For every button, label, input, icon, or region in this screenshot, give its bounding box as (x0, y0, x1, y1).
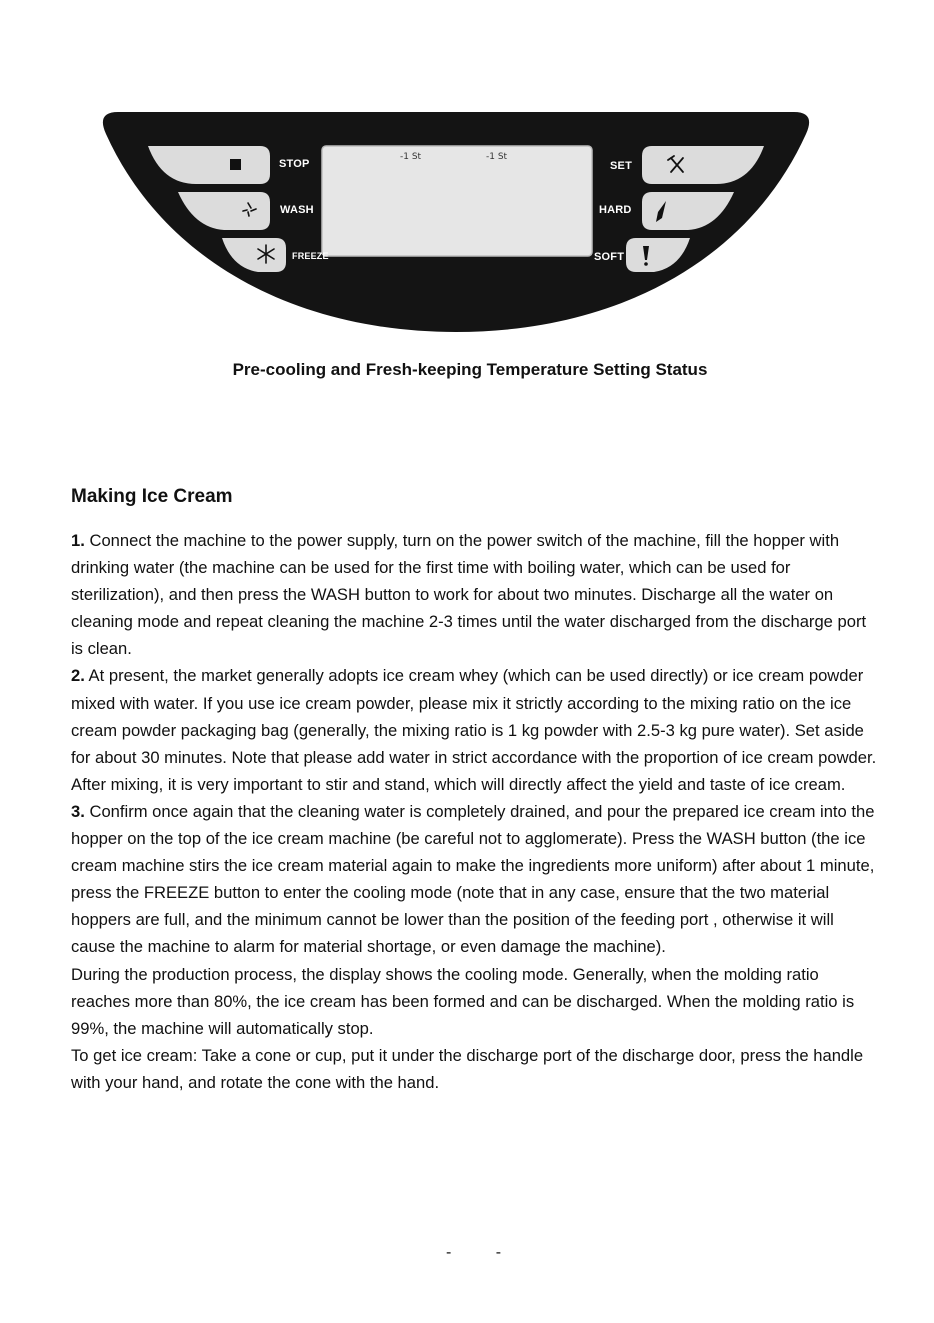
step-1 (71, 527, 881, 662)
control-panel-graphic (100, 108, 812, 336)
lcd-right-reading: -1 St (486, 152, 508, 162)
step-number: 2. (71, 666, 85, 686)
control-panel (100, 108, 812, 336)
paragraph-production: During the production process, the display shows the cooling mode. Generally, when the molding ratio reaches more than 80%, the ice cream has been formed and can be discharged. When the molding ratio is 99%, the machine will automatically stop. (71, 964, 855, 1038)
step-number: 1. (71, 531, 85, 550)
stop-square-icon (230, 159, 241, 170)
wash-label: WASH (280, 204, 314, 216)
step-text: At present, the market generally adopts ice cream whey (which can be used directly) or ice cream powder mixed with water. If you use ice cream powder, please mix it strictly according to the mixing ratio on the ice cream powder packaging bag (generally, the mixing ratio is 1 kg powder with 2.5-3 kg pure water). Set aside for about 30 minutes. Note that please add water in strict accordance with the proportion of ice cream powder. After mixing, it is very important to stir and stand, which will directly affect the yield and taste of ice cream. (71, 666, 877, 794)
page-number: - - (446, 1244, 522, 1261)
step-2 (71, 662, 881, 797)
section-title: Making Ice Cream (71, 486, 233, 507)
hard-label: HARD (599, 204, 632, 216)
set-label: SET (610, 160, 632, 172)
instructions-body (71, 527, 881, 1096)
lcd-left-reading: -1 St (400, 152, 422, 162)
paragraph-get-ice-cream: To get ice cream: Take a cone or cup, put it under the discharge port of the discharge door, press the handle with your hand, and rotate the cone with the hand. (71, 1045, 864, 1092)
step-text: Confirm once again that the cleaning water is completely drained, and pour the prepared ice cream into the hopper on the top of the ice cream machine (be careful not to agglomerate). Press the WASH button (the ice cream machine stirs the ice cream material again to make the ingredients more uniform) after about 1 minute, press the FREEZE button to enter the cooling mode (note that in any case, ensure that the two material hoppers are full, and the minimum cannot be lower than the position of the feeding port , otherwise it will cause the machine to alarm for material shortage, or even damage the machine). (71, 801, 875, 957)
figure-caption: Pre-cooling and Fresh-keeping Temperature Setting Status (232, 360, 708, 379)
freeze-label: FREEZE (292, 251, 329, 261)
stop-label: STOP (279, 158, 310, 170)
soft-label: SOFT (594, 251, 625, 263)
step-number: 3. (71, 801, 85, 821)
step-text: Connect the machine to the power supply, turn on the power switch of the machine, fill the hopper with drinking water (the machine can be used for the first time with boiling water, which can be used for sterilization), and then press the WASH button to work for about two minutes. Discharge all the water on cleaning mode and repeat cleaning the machine 2-3 times until the water discharged from the discharge port is clean. (71, 531, 867, 659)
lcd-screen (322, 146, 592, 256)
step-3 (71, 798, 881, 961)
